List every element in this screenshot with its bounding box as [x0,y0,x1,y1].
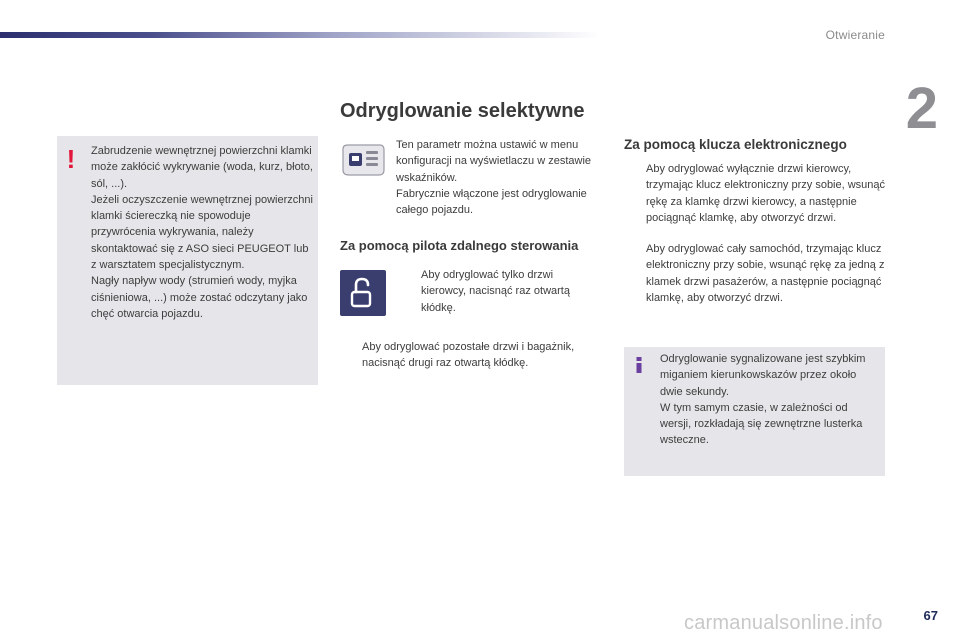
unlocked-padlock-icon [340,270,386,316]
header-gradient-bar [0,32,600,38]
chapter-number: 2 [905,76,938,141]
bullet-text: Aby odryglować tylko drzwi kierowcy, nacisnąć raz otwartą kłódkę. [421,269,570,314]
info-paragraph: W tym samym czasie, w zależności od wersji, rozkładają się zewnętrzne lusterka wsteczne. [660,401,863,447]
page-number: 67 [923,608,938,623]
key-section-heading: Za pomocą klucza elektronicznego [624,137,847,152]
intro-paragraph: Fabrycznie włączone jest odryglowanie całego pojazdu. [396,187,587,217]
warning-paragraph: Zabrudzenie wewnętrznej powierzchni klamki może zakłócić wykrywanie (woda, kurz, błoto, sól, ...). [91,145,313,190]
list-item [340,339,585,372]
list-item [624,241,886,306]
bullet-text: Aby odryglować pozostałe drzwi i bagażnik, nacisnąć drugi raz otwartą kłódkę. [362,341,575,370]
bullet-text: Aby odryglować wyłącznie drzwi kierowcy, trzymając klucz elektroniczny przy sobie, wsunąć rękę za klamkę drzwi kierowcy, a następnie pociągnąć klamkę, aby otworzyć drzwi. [646,163,886,224]
warning-text [91,143,313,322]
info-icon [634,357,644,373]
remote-section-heading: Za pomocą pilota zdalnego sterowania [340,238,579,253]
list-item [624,161,886,226]
config-menu-icon [339,143,385,177]
exclamation-warning-icon: ! [66,144,76,174]
list-item [399,267,599,316]
section-label: Otwieranie [825,28,885,42]
warning-paragraph: Jeżeli oczyszczenie wewnętrznej powierzchni klamki ściereczką nie spowoduje przywrócenia wykrywania, należy skontaktować się z ASO sieci PEUGEOT lub z warsztatem specjalistycznym. [91,193,313,272]
info-paragraph: Odryglowanie sygnalizowane jest szybkim miganiem kierunkowskazów przez około dwie sekundy. [660,353,866,398]
warning-paragraph: Nagły napływ wody (strumień wody, myjka ciśnieniowa, ...) może zostać odczytany jako chęć otwarcia pojazdu. [91,275,308,320]
page-title: Odryglowanie selektywne [340,100,585,122]
bullet-text: Aby odryglować cały samochód, trzymając klucz elektroniczny przy sobie, wsunąć rękę za jedną z klamek drzwi pasażerów, a następnie pociągnąć klamkę, aby otworzyć drzwi. [646,243,885,304]
intro-text [396,137,606,218]
info-text [660,351,880,449]
watermark: carmanualsonline.info [684,612,883,634]
intro-paragraph: Ten parametr można ustawić w menu konfiguracji na wyświetlaczu w zestawie wskaźników. [396,139,592,184]
